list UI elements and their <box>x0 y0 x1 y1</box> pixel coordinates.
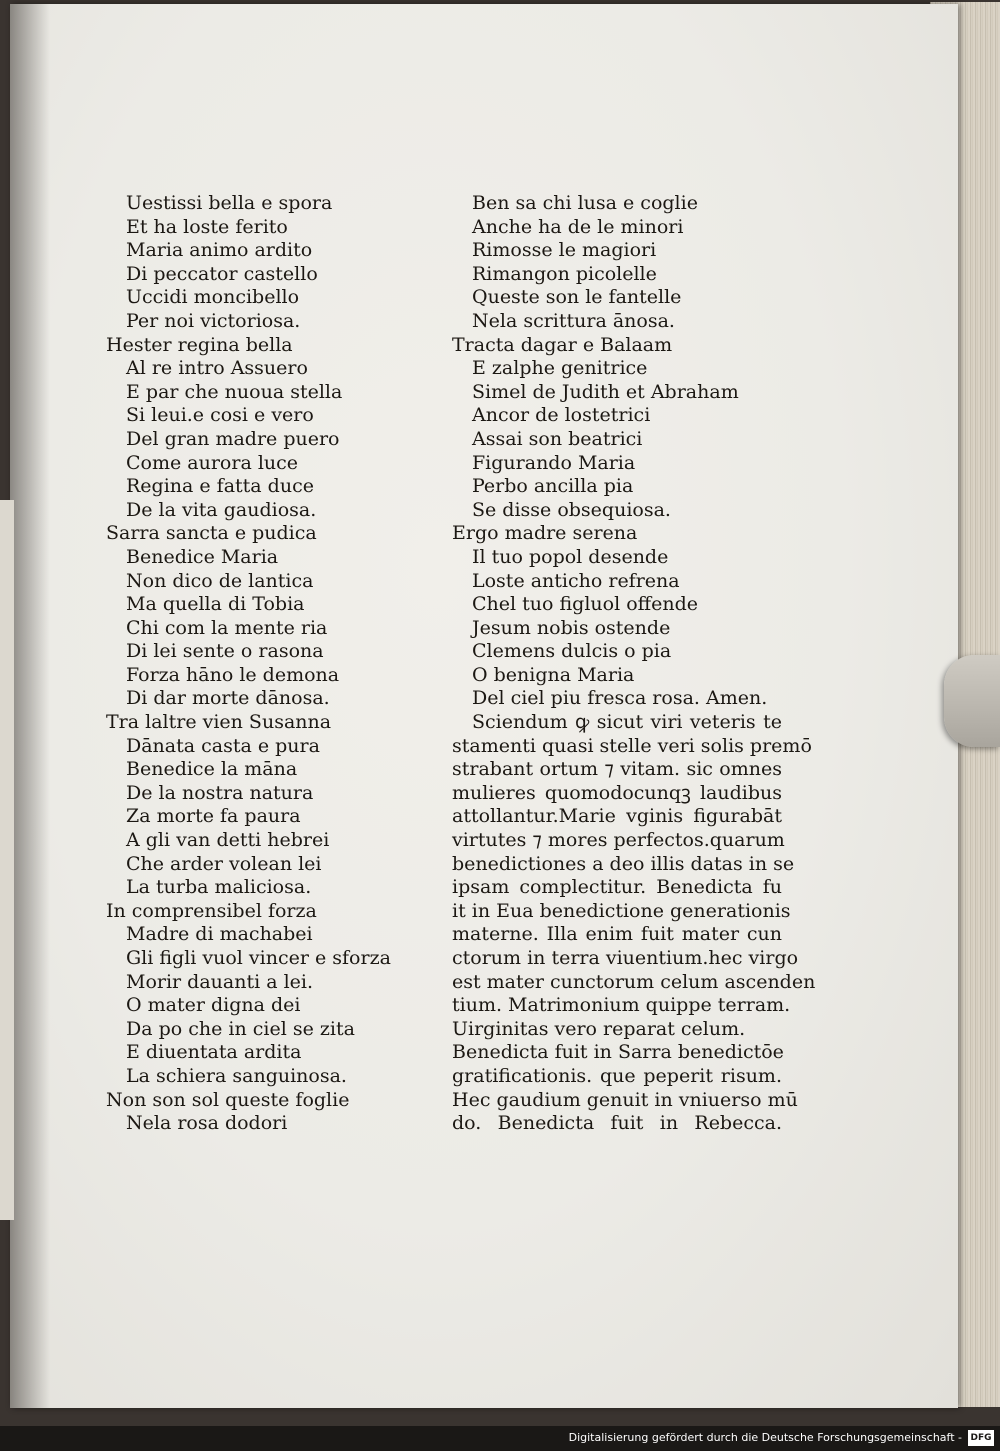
right-column-line: virtutes ⁊ mores perfectos.quarum <box>452 829 785 852</box>
right-column-line: Ancor de lostetrici <box>472 404 651 427</box>
right-column-line: Del ciel piu fresca rosa. Amen. <box>472 687 768 710</box>
right-column-line: Jesum nobis ostende <box>472 616 671 639</box>
facing-page-sliver <box>0 500 14 1220</box>
left-column-line: Si leui.e cosi e vero <box>126 404 314 427</box>
right-column-line: Anche ha de le minori <box>472 215 684 238</box>
book-page <box>10 4 958 1408</box>
left-column-line: Uccidi moncibello <box>126 286 300 309</box>
right-column-line: Loste anticho refrena <box>472 569 680 592</box>
left-column-line: Al re intro Assuero <box>126 357 308 380</box>
right-column-line: gratificationis. que peperit risum. <box>452 1064 782 1087</box>
dfg-logo: DFG <box>968 1430 994 1446</box>
right-column-line: Perbo ancilla pia <box>472 475 634 498</box>
left-column-line: A gli van detti hebrei <box>126 829 330 852</box>
right-column-line: Il tuo popol desende <box>472 545 669 568</box>
left-column-line: Non dico de lantica <box>126 569 314 592</box>
right-column-line: ctorum in terra viuentium.hec virgo <box>452 947 799 969</box>
left-column-line: Di peccator castello <box>126 262 318 285</box>
left-column-line: Hester regina bella <box>106 333 293 356</box>
right-column-line: Hec gaudium genuit in vniuerso mū <box>452 1088 798 1111</box>
gutter-shadow <box>10 4 50 1408</box>
right-column-line: Queste son le fantelle <box>472 286 682 309</box>
left-column-line: La turba maliciosa. <box>126 876 312 899</box>
right-column-line: est mater cunctorum celum ascenden <box>452 970 816 993</box>
right-column-line: Figurando Maria <box>472 451 636 474</box>
left-column-line: Benedice Maria <box>126 545 279 568</box>
left-column-line: O mater digna dei <box>126 994 301 1017</box>
left-column-line: Tra laltre vien Susanna <box>106 711 332 734</box>
right-column-line: tium. Matrimonium quippe terram. <box>452 994 791 1017</box>
left-column-line: Morir dauanti a lei. <box>126 970 314 993</box>
right-column-line: Benedicta fuit in Sarra benedictōe <box>452 1041 784 1064</box>
right-column-line: strabant ortum ⁊ vitam. sic omnes <box>452 758 782 781</box>
funding-notice: Digitalisierung gefördert durch die Deutsche Forschungsgemeinschaft - <box>568 1431 962 1444</box>
left-column-line: Che arder volean lei <box>126 852 322 875</box>
left-column-line: Za morte fa paura <box>126 805 301 828</box>
left-column-line: Da po che in ciel se zita <box>126 1017 355 1040</box>
left-column-line: Uestissi bella e spora <box>126 192 333 214</box>
right-column-line: Se disse obsequiosa. <box>472 498 671 521</box>
right-column-line: Clemens dulcis o pia <box>472 640 672 663</box>
left-column-line: Sarra sancta e pudica <box>106 522 317 545</box>
right-column-line: ipsam complectitur. Benedicta fu <box>452 876 782 899</box>
left-column-line: Dānata casta e pura <box>126 734 320 757</box>
right-column-line: O benigna Maria <box>472 663 635 686</box>
left-column-line: E par che nuoua stella <box>126 380 343 403</box>
right-column-line: mulieres quomodocunqꝫ laudibus <box>452 781 782 804</box>
footer-bar <box>0 1426 1000 1451</box>
right-column-line: Sciendum ꝙ sicut viri veteris te <box>472 711 782 734</box>
left-column-line: E diuentata ardita <box>126 1041 302 1064</box>
right-column-line: E zalphe genitrice <box>472 357 648 380</box>
left-column-line: Nela rosa dodori <box>126 1112 288 1135</box>
right-column-line: stamenti quasi stelle veri solis premō <box>452 734 812 757</box>
left-column-line: Come aurora luce <box>126 451 299 474</box>
right-column-line: Ben sa chi lusa e coglie <box>472 192 698 214</box>
left-column-line: Di dar morte dānosa. <box>126 687 330 710</box>
right-column-line: benedictiones a deo illis datas in se <box>452 852 795 875</box>
right-column-line: Ergo madre serena <box>452 522 638 545</box>
right-column-line: Chel tuo figluol offende <box>472 593 699 616</box>
right-column-line: it in Eua benedictione generationis <box>452 899 791 922</box>
right-column-line: Assai son beatrici <box>472 427 643 450</box>
right-column-line: Tracta dagar e Balaam <box>452 333 673 356</box>
left-column-line: Forza hāno le demona <box>126 663 340 686</box>
right-column-line: Nela scrittura ānosa. <box>472 309 675 332</box>
left-column-line: Regina e fatta duce <box>126 475 314 498</box>
left-column-line: De la nostra natura <box>126 781 314 804</box>
left-column-line: Del gran madre puero <box>126 427 340 450</box>
left-column-line: Gli figli vuol vincer e sforza <box>126 947 391 969</box>
right-text-column <box>452 192 816 1136</box>
left-text-column <box>106 192 406 1136</box>
right-column-line: Uirginitas vero reparat celum. <box>452 1017 746 1040</box>
left-column-line: Et ha loste ferito <box>126 215 288 238</box>
right-column-line: do. Benedicta fuit in Rebecca. <box>452 1112 782 1135</box>
right-column-line: Simel de Judith et Abraham <box>472 380 739 403</box>
left-column-line: In comprensibel forza <box>106 899 317 922</box>
left-column-line: Non son sol queste foglie <box>106 1088 350 1111</box>
left-column-line: La schiera sanguinosa. <box>126 1064 347 1087</box>
left-column-line: Di lei sente o rasona <box>126 640 324 663</box>
left-column-line: Madre di machabei <box>126 923 313 946</box>
left-column-line: De la vita gaudiosa. <box>126 498 317 521</box>
right-column-line: materne. Illa enim fuit mater cun <box>452 923 782 946</box>
left-column-line: Per noi victoriosa. <box>126 309 301 332</box>
page-clip <box>944 655 1000 747</box>
right-column-line: attollantur.Marie vginis figurabāt <box>452 805 782 828</box>
right-column-line: Rimangon picolelle <box>472 262 657 285</box>
left-column-line: Benedice la māna <box>126 758 298 781</box>
left-column-line: Maria animo ardito <box>126 239 313 262</box>
left-column-line: Chi com la mente ria <box>126 616 328 639</box>
right-column-line: Rimosse le magiori <box>472 239 657 262</box>
left-column-line: Ma quella di Tobia <box>126 593 305 616</box>
